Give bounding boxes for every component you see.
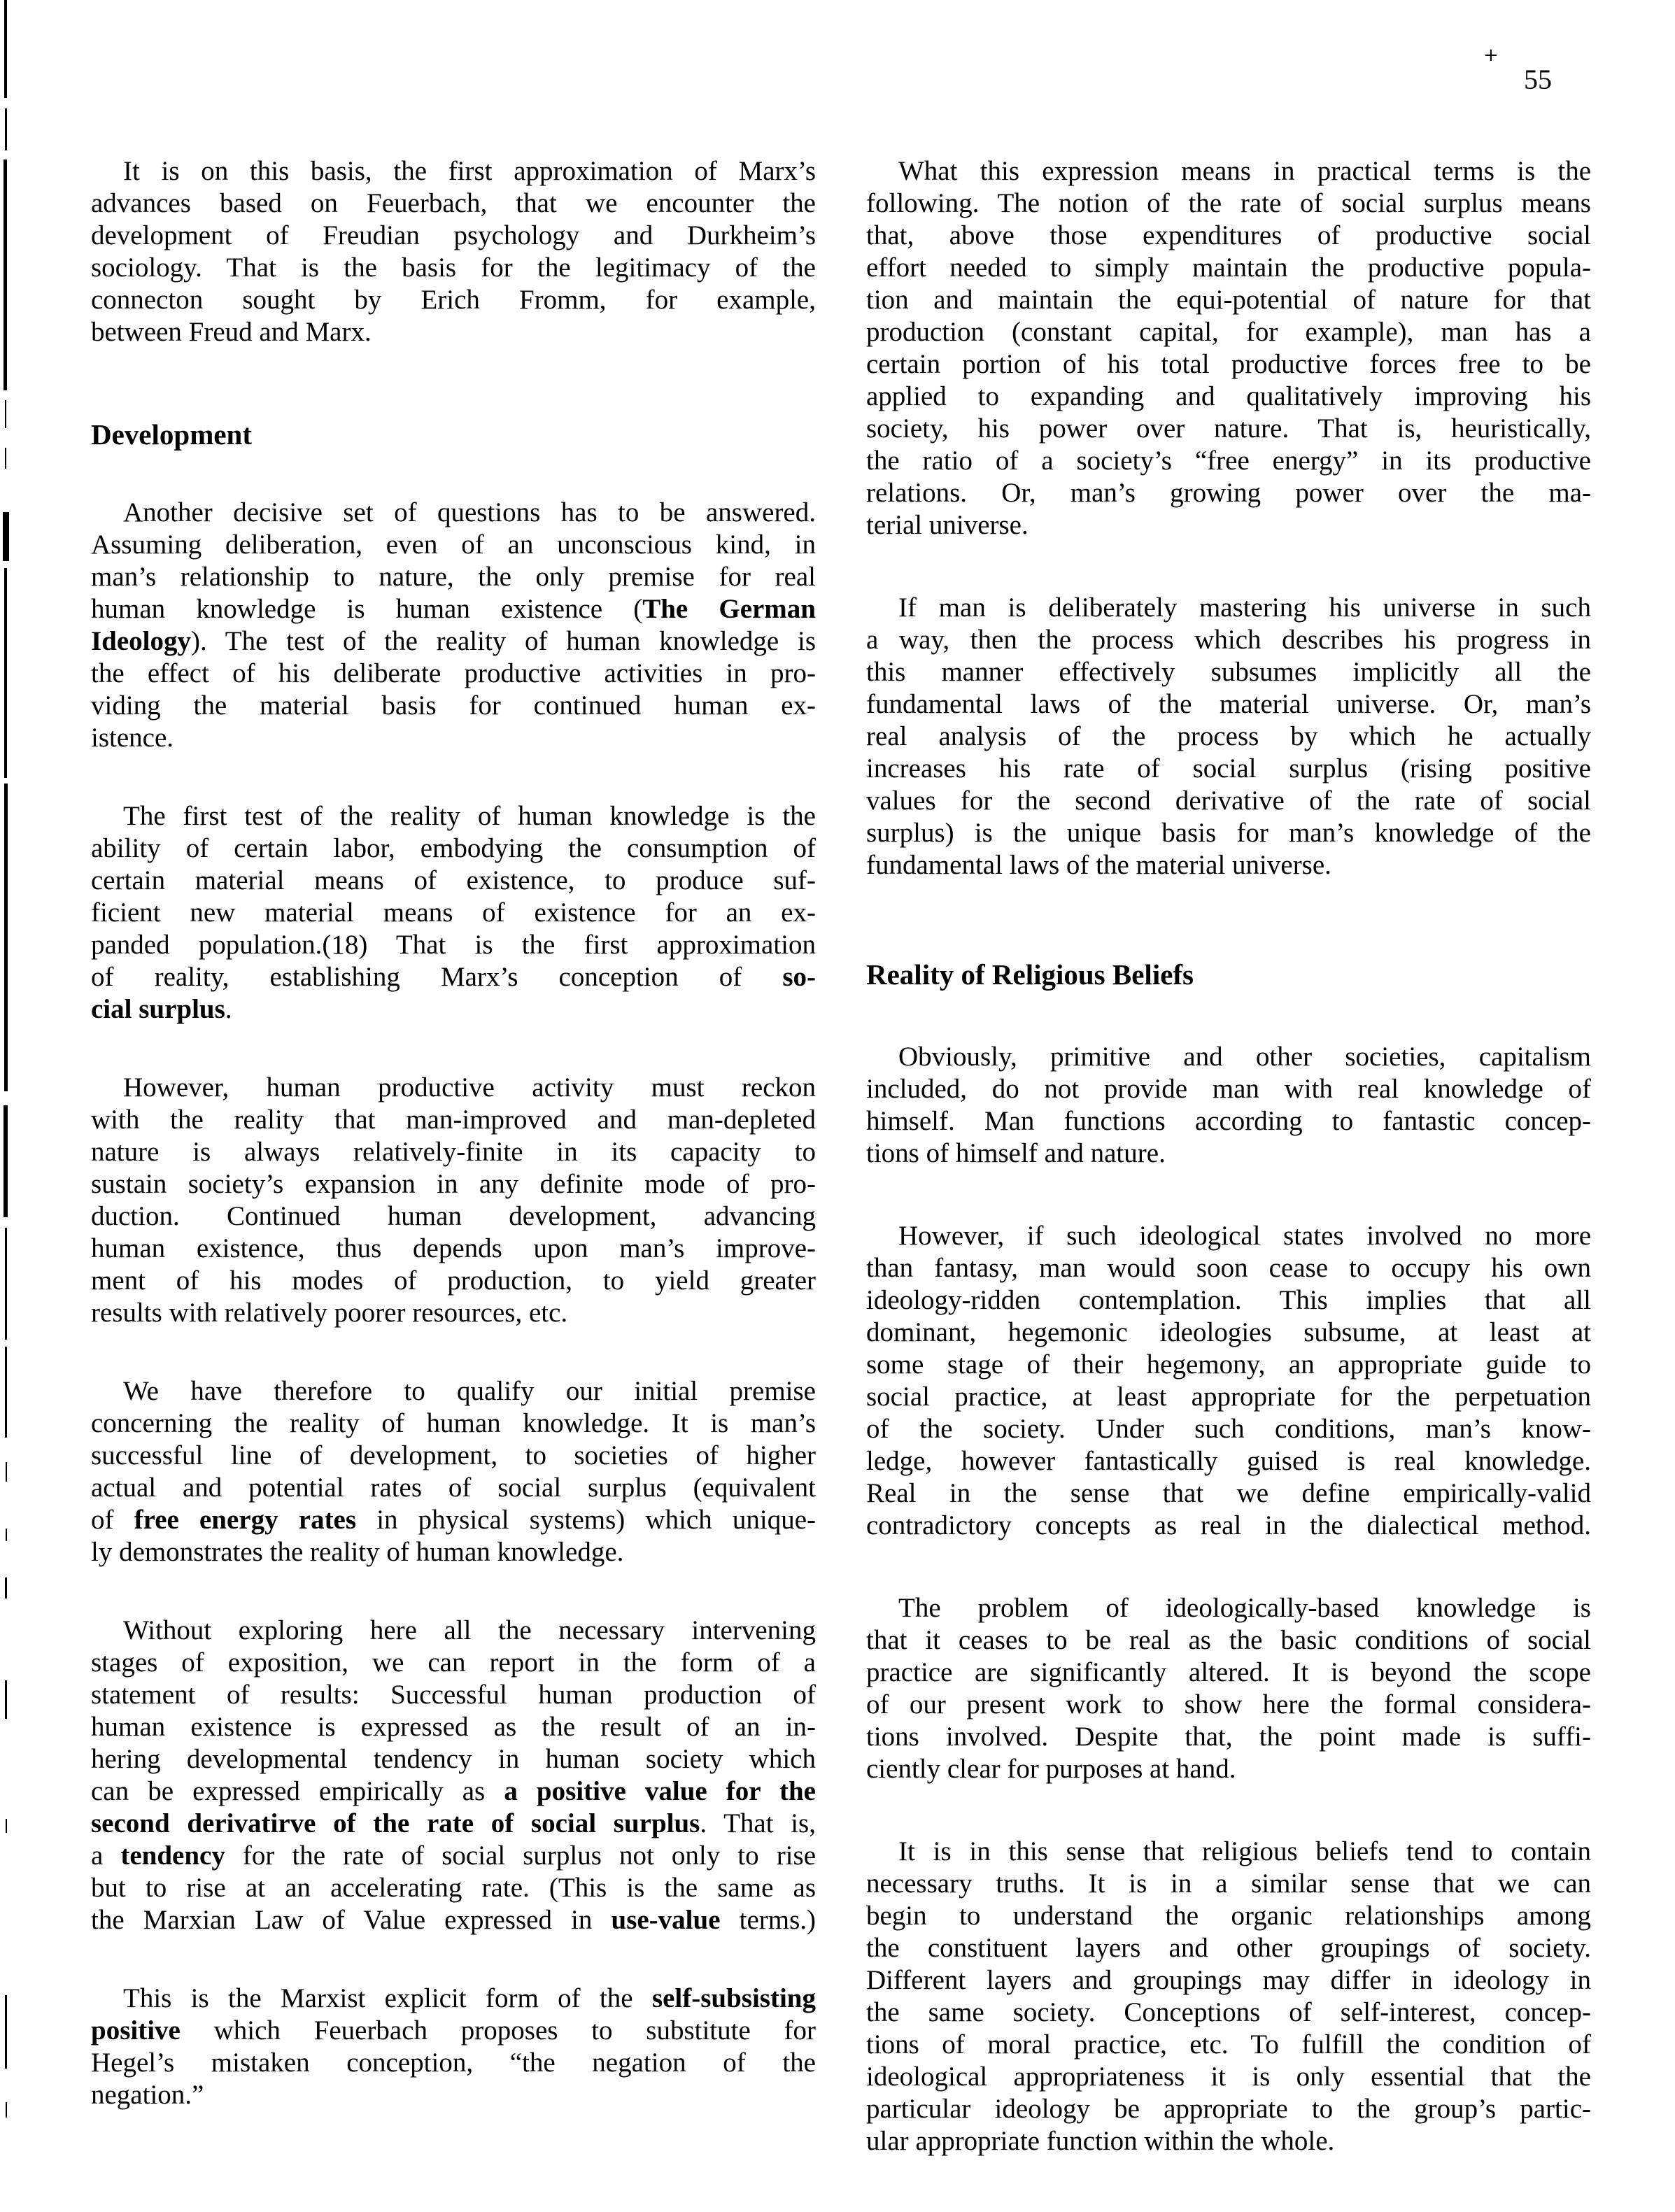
paragraph [866, 1041, 1591, 1170]
paragraph [91, 800, 816, 1026]
text-line: of our present work to show here the formal considera- [866, 1689, 1591, 1720]
text-line: ment of his modes of production, to yield greater [91, 1265, 816, 1296]
text-line: ular appropriate function within the whole. [866, 2126, 1335, 2156]
text-line: tions of moral practice, etc. To fulfill the condition of [866, 2029, 1591, 2059]
text-line: effort needed to simply maintain the productive popula- [866, 253, 1591, 283]
text-line: Real in the sense that we define empirically-valid [866, 1478, 1591, 1508]
text-line: ciently clear for purposes at hand. [866, 1754, 1236, 1784]
text-line: ideological appropriateness it is only essential that the [866, 2062, 1591, 2092]
text-line: human existence, thus depends upon man’s improve- [91, 1233, 816, 1263]
text-line: terial universe. [866, 510, 1029, 540]
text-line: that it ceases to be real as the basic conditions of social [866, 1625, 1591, 1655]
scan-artifact-dash [5, 1578, 7, 1598]
text-line: with the reality that man-improved and man-depleted [91, 1105, 816, 1135]
paragraph [91, 1072, 816, 1329]
paragraph [91, 1615, 816, 1936]
paragraph [91, 497, 816, 754]
text-line: some stage of their hegemony, an appropriate guide to [866, 1349, 1591, 1380]
text-line: ficient new material means of existence for an ex- [91, 898, 816, 928]
scan-artifact-dash [6, 1529, 7, 1541]
text-line: this manner effectively subsumes implicitly all the [866, 657, 1591, 687]
text-line: advances based on Feuerbach, that we encounter the [91, 188, 816, 218]
text-line: It is in this sense that religious beliefs tend to contain [898, 1836, 1591, 1866]
paragraph [866, 1836, 1591, 2157]
scan-artifact-dash [5, 1228, 7, 1340]
text-line: However, if such ideological states involved no more [898, 1221, 1591, 1251]
text-line: concerning the reality of human knowledge. It is man’s [91, 1408, 816, 1438]
scan-artifact-dash [6, 1819, 7, 1833]
scan-artifact-dash [6, 2102, 7, 2118]
text-line: If man is deliberately mastering his universe in such [898, 593, 1591, 623]
text-line: increases his rate of social surplus (rising positive [866, 753, 1591, 784]
text-line: second derivatirve of the rate of social surplus. That is, [91, 1808, 816, 1838]
scan-artifact-dash [5, 1995, 7, 2069]
text-line: sociology. That is the basis for the legitimacy of the [91, 253, 816, 283]
text-line: relations. Or, man’s growing power over the ma- [866, 478, 1591, 508]
text-line: Different layers and groupings may differ in ideology in [866, 1965, 1591, 1995]
text-line: ability of certain labor, embodying the consumption of [91, 833, 816, 863]
text-line: ledge, however fantastically guised is real knowledge. [866, 1446, 1591, 1476]
text-line: the Marxian Law of Value expressed in use-value terms.) [91, 1905, 816, 1935]
text-line: society, his power over nature. That is, heuristically, [866, 413, 1591, 444]
text-line: sustain society’s expansion in any definite mode of pro- [91, 1169, 816, 1199]
text-line: following. The notion of the rate of social surplus means [866, 188, 1591, 218]
text-line: It is on this basis, the first approximation of Marx’s [123, 156, 816, 186]
left-column [91, 155, 816, 2111]
text-line: that, above those expenditures of productive social [866, 220, 1591, 250]
text-line: real analysis of the process by which he actually [866, 721, 1591, 751]
text-line: The first test of the reality of human knowledge is the [123, 801, 816, 831]
text-line: fundamental laws of the material universe. [866, 850, 1331, 880]
text-line: Assuming deliberation, even of an unconscious kind, in [91, 530, 816, 560]
text-line: a way, then the process which describes his progress in [866, 625, 1591, 655]
text-line: ly demonstrates the reality of human knowledge. [91, 1537, 624, 1567]
text-line: connecton sought by Erich Fromm, for example, [91, 285, 816, 315]
scan-artifact-dash [3, 159, 7, 390]
text-line: Another decisive set of questions has to be answered. [123, 497, 816, 527]
text-line: hering developmental tendency in human society which [91, 1744, 816, 1774]
scan-artifact-dash [5, 400, 6, 428]
scan-artifact-dash [5, 1347, 7, 1438]
scan-artifact-dash [4, 0, 7, 98]
text-line: stages of exposition, we can report in the form of a [91, 1647, 816, 1678]
text-line: surplus) is the unique basis for man’s knowledge of the [866, 818, 1591, 848]
text-line: but to rise at an accelerating rate. (This is the same as [91, 1873, 816, 1903]
text-line: dominant, hegemonic ideologies subsume, at least at [866, 1317, 1591, 1347]
scan-artifact-dash [5, 1680, 7, 1719]
paragraph [866, 592, 1591, 881]
text-line: the effect of his deliberate productive activities in pro- [91, 658, 816, 688]
text-line: Ideology). The test of the reality of human knowledge is [91, 626, 816, 656]
section-heading: Reality of Religious Beliefs [866, 958, 1194, 991]
text-line: results with relatively poorer resources, etc. [91, 1298, 568, 1328]
text-line: production (constant capital, for example), man has a [866, 317, 1591, 347]
text-line: a tendency for the rate of social surplus not only to rise [91, 1841, 816, 1871]
text-line: between Freud and Marx. [91, 317, 372, 347]
text-line: statement of results: Successful human production of [91, 1680, 816, 1710]
text-line: applied to expanding and qualitatively improving his [866, 381, 1591, 411]
text-line: Hegel’s mistaken conception, “the negation of the [91, 2048, 816, 2078]
text-line: viding the material basis for continued human ex- [91, 690, 816, 721]
text-line: fundamental laws of the material universe. Or, man’s [866, 689, 1591, 719]
scan-artifact-dash [3, 1105, 8, 1217]
text-line: positive which Feuerbach proposes to substitute for [91, 2015, 816, 2046]
text-line: certain portion of his total productive forces free to be [866, 349, 1591, 379]
paragraph [91, 1375, 816, 1568]
text-line: What this expression means in practical terms is the [898, 156, 1591, 186]
paragraph [866, 155, 1591, 541]
scan-artifact-dash [5, 108, 7, 150]
text-line: necessary truths. It is in a similar sense that we can [866, 1869, 1591, 1899]
scan-artifact-dash [6, 1462, 7, 1482]
text-line: the ratio of a society’s “free energy” in its productive [866, 446, 1591, 476]
text-line: We have therefore to qualify our initial premise [123, 1376, 816, 1406]
text-line: contradictory concepts as real in the dialectical method. [866, 1510, 1591, 1540]
text-line: duction. Continued human development, advancing [91, 1201, 816, 1231]
scan-artifact-dash [4, 568, 7, 778]
text-line: the constituent layers and other groupings of society. [866, 1933, 1591, 1963]
paragraph [866, 1592, 1591, 1785]
text-line: successful line of development, to societies of higher [91, 1440, 816, 1470]
text-line: However, human productive activity must reckon [123, 1072, 816, 1103]
text-line: than fantasy, man would soon cease to occupy his own [866, 1253, 1591, 1283]
text-line: Without exploring here all the necessary intervening [123, 1615, 816, 1645]
text-line: negation.” [91, 2080, 204, 2110]
scan-artifact-dash [4, 784, 8, 1091]
text-line: nature is always relatively-finite in its capacity to [91, 1137, 816, 1167]
paragraph [866, 1220, 1591, 1542]
text-line: tions of himself and nature. [866, 1138, 1166, 1168]
text-line: begin to understand the organic relationships among [866, 1901, 1591, 1931]
text-line: development of Freudian psychology and Durkheim’s [91, 220, 816, 250]
text-line: of the society. Under such conditions, man’s know- [866, 1414, 1591, 1444]
text-line: can be expressed empirically as a positive value for the [91, 1776, 816, 1806]
paragraph [91, 155, 816, 348]
text-line: man’s relationship to nature, the only premise for real [91, 562, 816, 592]
text-line: included, do not provide man with real knowledge of [866, 1074, 1591, 1104]
text-line: certain material means of existence, to produce suf- [91, 865, 816, 895]
text-line: panded population.(18) That is the first approximation [91, 930, 816, 960]
text-line: Obviously, primitive and other societies, capitalism [898, 1042, 1591, 1072]
paragraph [91, 1983, 816, 2111]
text-line: the same society. Conceptions of self-interest, concep- [866, 1997, 1591, 2027]
scan-artifact-dash [3, 512, 9, 561]
text-line: social practice, at least appropriate for the perpetuation [866, 1382, 1591, 1412]
text-line: values for the second derivative of the rate of social [866, 786, 1591, 816]
scan-artifact-dash [5, 448, 6, 469]
text-line: This is the Marxist explicit form of the self-subsisting [123, 1983, 816, 2013]
section-heading: Development [91, 418, 253, 451]
text-line: particular ideology be appropriate to the group’s partic- [866, 2094, 1591, 2124]
text-line: cial surplus. [91, 994, 232, 1024]
text-line: tion and maintain the equi-potential of nature for that [866, 285, 1591, 315]
text-line: tions involved. Despite that, the point made is suffi- [866, 1722, 1591, 1752]
text-line: The problem of ideologically-based knowledge is [898, 1593, 1591, 1623]
text-line: practice are significantly altered. It is beyond the scope [866, 1657, 1591, 1687]
text-line: istence. [91, 723, 174, 753]
text-line: of free energy rates in physical systems) which unique- [91, 1505, 816, 1535]
registration-plus-mark: + [1483, 45, 1499, 66]
text-line: ideology-ridden contemplation. This implies that all [866, 1285, 1591, 1315]
right-column [866, 155, 1591, 2157]
text-line: human knowledge is human existence (The German [91, 594, 816, 624]
text-line: human existence is expressed as the result of an in- [91, 1712, 816, 1742]
text-line: himself. Man functions according to fantastic concep- [866, 1106, 1591, 1136]
text-line: of reality, establishing Marx’s conception of so- [91, 962, 816, 992]
text-line: actual and potential rates of social surplus (equivalent [91, 1473, 816, 1503]
page-number: 55 [1524, 64, 1552, 95]
